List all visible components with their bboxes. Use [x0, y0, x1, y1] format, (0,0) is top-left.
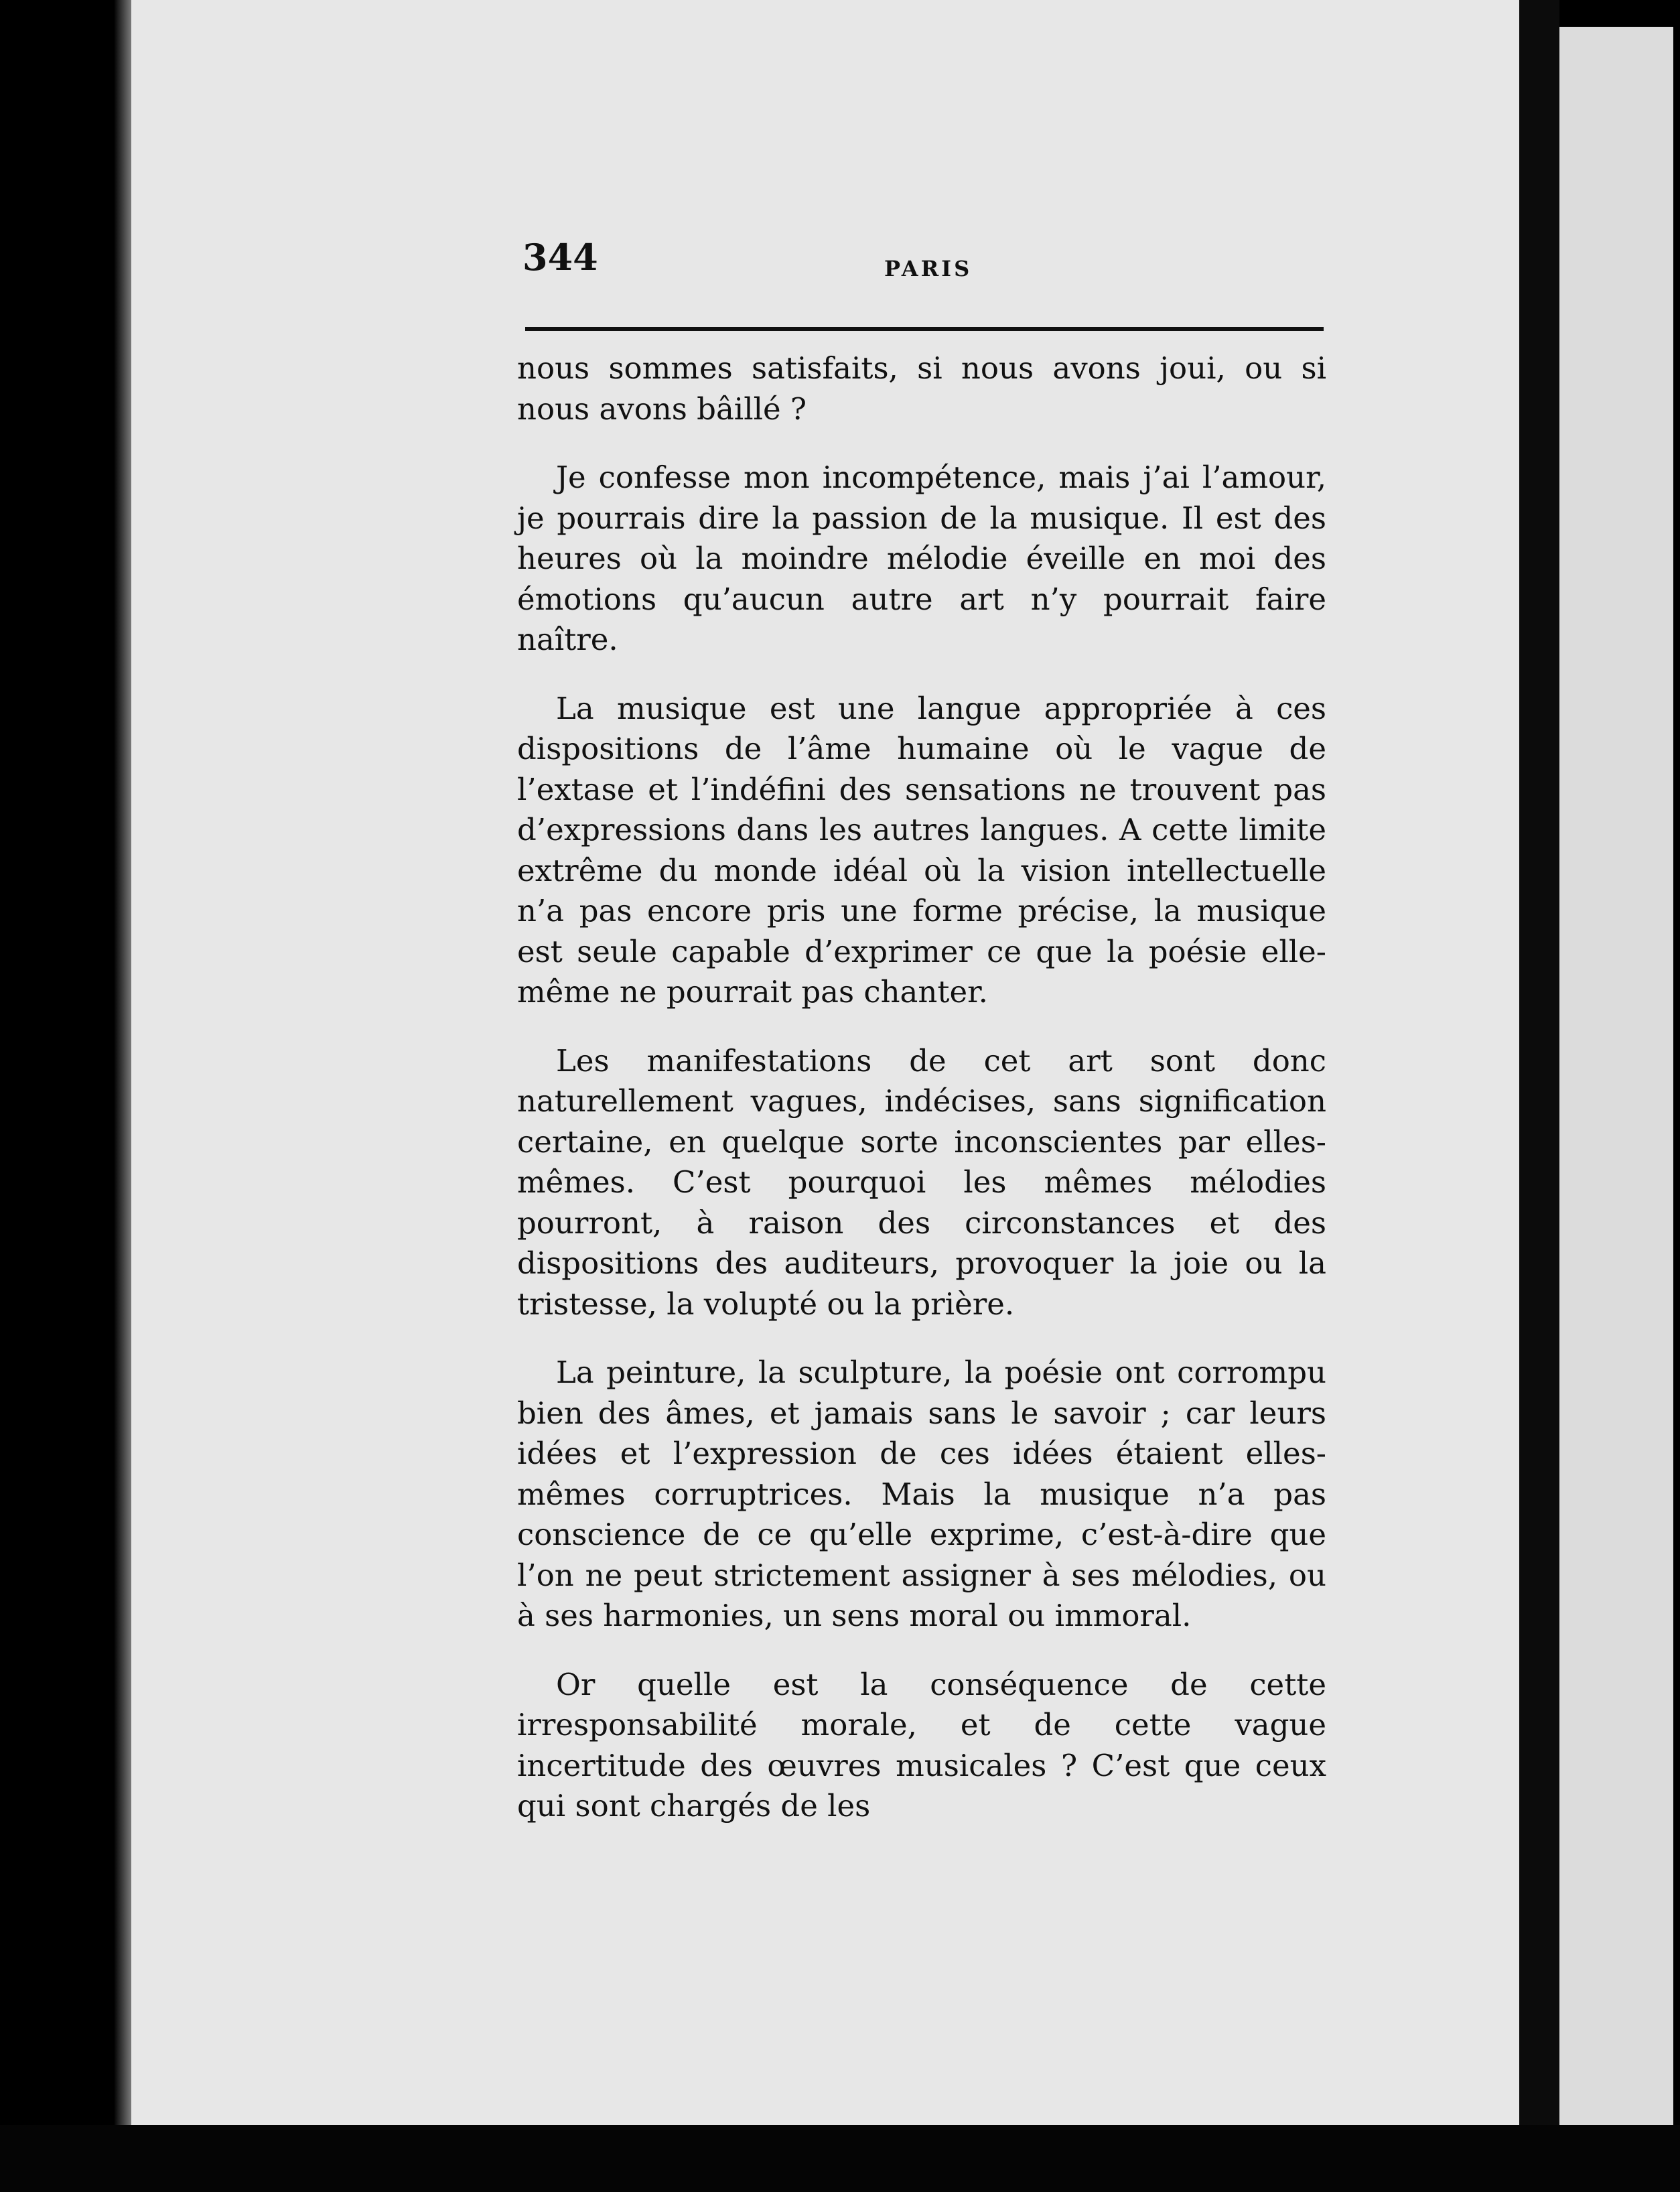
page-number: 344 — [522, 236, 598, 279]
paragraph: Or quelle est la conséquence de cette irresponsabilité morale, et de cette vague incertitude des œuvres musicales ? C’est que ceux qui sont chargés de les — [517, 1666, 1326, 1824]
page-header — [522, 236, 1324, 289]
header-rule — [525, 327, 1324, 331]
gutter — [1519, 0, 1559, 2125]
paragraph: Je confesse mon incompétence, mais j’ai l’amour, je pourrais dire la passion de la musique. Il est des heures où la moindre mélodie éveille en moi des émotions qu’aucun autre art n’y pourrait faire naître. — [517, 460, 1326, 657]
scan-border — [0, 2125, 1680, 2192]
running-title: PARIS — [884, 256, 973, 281]
paragraph: La peinture, la sculpture, la poésie ont corrompu bien des âmes, et jamais sans le savoir ; car leurs idées et l’expression de ces idées étaient elles-mêmes corruptrices. Mais la musique n’a pas conscience de ce qu’elle exprime, c’est-à-dire que l’on ne peut strictement assigner à ses mélodies, ou à ses harmonies, un sens moral ou immoral. — [517, 1355, 1326, 1633]
paragraph: Les manifestations de cet art sont donc naturellement vagues, indécises, sans signification certaine, en quelque sorte inconscientes par elles-mêmes. C’est pourquoi les mêmes mélodies pourront, à raison des circonstances et des dispositions des auditeurs, provoquer la joie ou la tristesse, la volupté ou la prière. — [517, 1042, 1326, 1322]
paragraph: nous sommes satisfaits, si nous avons joui, ou si nous avons bâillé ? — [517, 350, 1326, 427]
next-page-edge — [1559, 27, 1673, 2125]
body-text — [517, 348, 1326, 1855]
paragraph: La musique est une langue appropriée à ces dispositions de l’âme humaine où le vague de l’extase et l’indéfini des sensations ne trouvent pas d’expressions dans les autres langues. A cette limite extrême du monde idéal où la vision intellectuelle n’a pas encore pris une forme précise, la musique est seule capable d’exprimer ce que la poésie elle-même ne pourrait pas chanter. — [517, 690, 1326, 1010]
